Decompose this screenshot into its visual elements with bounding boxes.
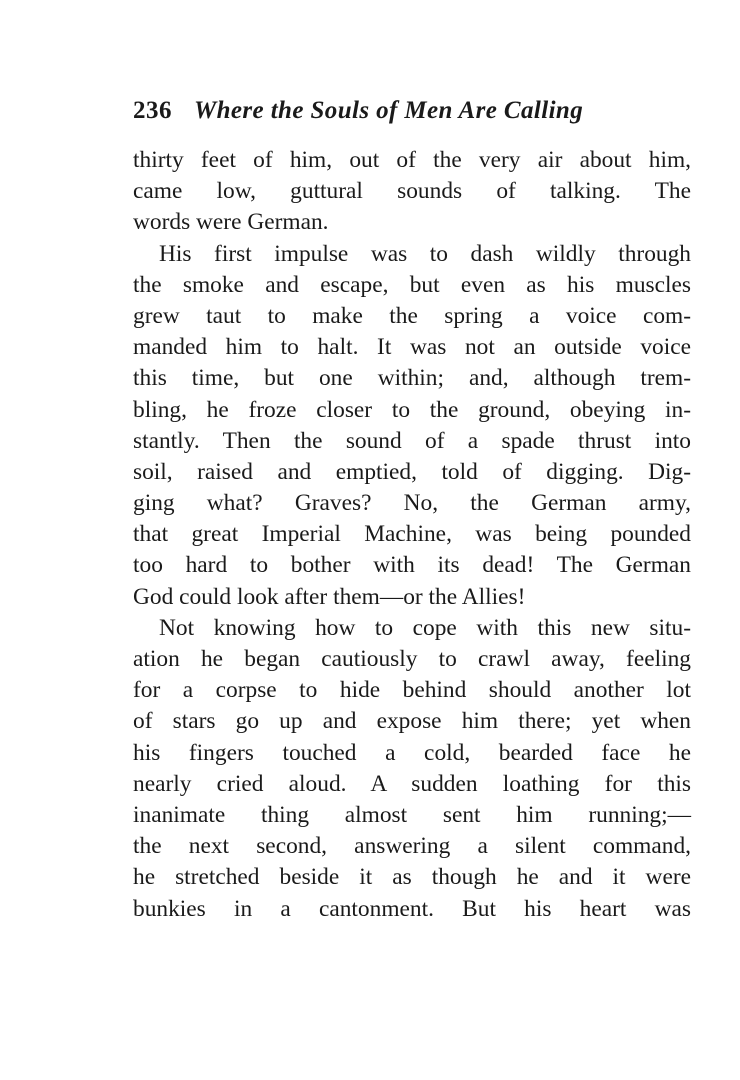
text-line: grew taut to make the spring a voice com- (133, 302, 691, 329)
text-line: ation he began cautiously to crawl away, feeling (133, 646, 691, 672)
text-line: His first impulse was to dash wildly through (159, 240, 691, 267)
text-line: manded him to halt. It was not an outside voice (133, 334, 691, 361)
text-line: came low, guttural sounds of talking. The (133, 178, 691, 205)
text-line: for a corpse to hide behind should another lot (133, 677, 691, 704)
page-number: 236 (133, 97, 172, 124)
running-header (133, 94, 693, 128)
text-line: ging what? Graves? No, the German army, (133, 490, 691, 517)
text-line: that great Imperial Machine, was being pounded (133, 521, 691, 548)
body-text (133, 145, 691, 925)
running-title: Where the Souls of Men Are Calling (194, 97, 584, 124)
text-line: stantly. Then the sound of a spade thrust into (133, 427, 691, 454)
text-line: the smoke and escape, but even as his muscles (133, 271, 691, 298)
text-line: he stretched beside it as though he and it were (133, 864, 691, 891)
text-line: soil, raised and emptied, told of digging. Dig- (133, 458, 691, 485)
text-line: God could look after them—or the Allies! (133, 583, 526, 610)
text-line: his fingers touched a cold, bearded face he (133, 739, 691, 766)
text-line: Not knowing how to cope with this new situ- (159, 614, 691, 641)
text-line: nearly cried aloud. A sudden loathing for this (133, 770, 691, 797)
text-line: bling, he froze closer to the ground, obeying in- (133, 396, 691, 423)
text-line: of stars go up and expose him there; yet when (133, 708, 691, 735)
text-line: this time, but one within; and, although trem- (133, 365, 691, 392)
text-line: bunkies in a cantonment. But his heart was (133, 895, 691, 922)
text-line: thirty feet of him, out of the very air about him, (133, 147, 691, 173)
text-line: inanimate thing almost sent him running;— (133, 801, 691, 828)
text-line: too hard to bother with its dead! The German (133, 552, 691, 579)
text-line: words were German. (133, 209, 329, 236)
text-line: the next second, answering a silent command, (133, 833, 691, 860)
